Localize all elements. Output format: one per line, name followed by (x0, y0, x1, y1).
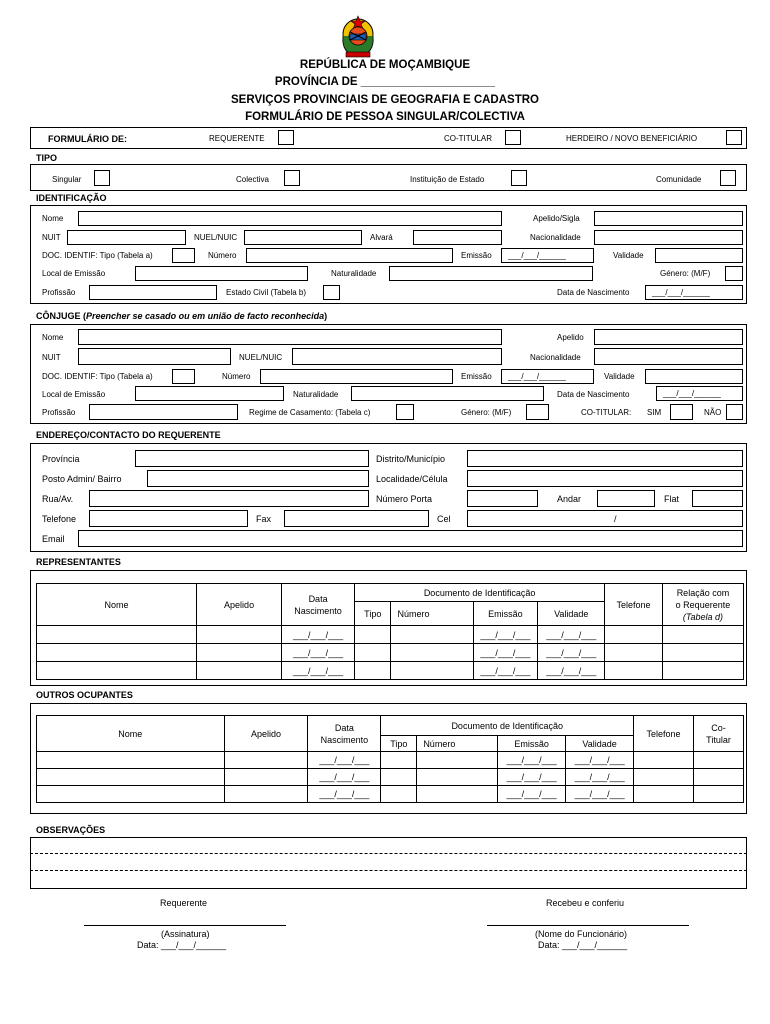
rep-header-validade: Validade (538, 602, 605, 626)
requerente-checkbox[interactable] (278, 130, 294, 145)
out-header-doc: Documento de Identificação (381, 716, 634, 736)
cj-naturalidade-field[interactable] (351, 386, 544, 401)
cj-emissao-field[interactable] (501, 369, 594, 384)
cj-nacionalidade-label: Nacionalidade (530, 353, 581, 362)
id-profissao-label: Profissão (42, 288, 76, 297)
out-header-numero: Número (417, 736, 498, 752)
tipo-title: TIPO (36, 153, 58, 163)
id-emissao-field[interactable] (501, 248, 594, 263)
tipo-comunidade-label: Comunidade (656, 175, 702, 184)
cj-apelido-label: Apelido (557, 333, 584, 342)
id-estado-civil-field[interactable] (323, 285, 340, 300)
cj-emissao-label: Emissão (461, 372, 492, 381)
option-requerente-label: REQUERENTE (209, 134, 265, 143)
id-alvara-field[interactable] (413, 230, 502, 245)
coat-of-arms-icon (338, 14, 378, 58)
end-distrito-label: Distrito/Município (376, 454, 446, 464)
end-cel-label: Cel (437, 514, 451, 524)
end-fax-field[interactable] (284, 510, 429, 527)
end-email-field[interactable] (78, 530, 743, 547)
out-header-validade: Validade (566, 736, 634, 752)
cj-data-nasc-field[interactable] (656, 386, 743, 401)
id-nuel-field[interactable] (244, 230, 362, 245)
sig-left-line[interactable] (84, 925, 286, 926)
cj-emissao-date: ___/___/______ (508, 372, 566, 381)
country-title: REPÚBLICA DE MOÇAMBIQUE (299, 59, 471, 71)
id-emissao-label: Emissão (461, 251, 492, 260)
end-andar-label: Andar (557, 494, 582, 504)
end-flat-label: Flat (664, 494, 680, 504)
id-numero-field[interactable] (246, 248, 453, 263)
end-distrito-field[interactable] (467, 450, 743, 467)
end-cel-separator: / (614, 514, 617, 524)
sig-left-date: Data: ___/___/______ (137, 940, 227, 950)
cj-nacionalidade-field[interactable] (594, 348, 743, 365)
id-nacionalidade-label: Nacionalidade (530, 233, 581, 242)
out-header-cotitular: Co- Titular (694, 716, 744, 752)
id-genero-field[interactable] (725, 266, 743, 281)
cj-genero-label: Género: (M/F) (461, 408, 512, 417)
id-alvara-label: Alvará (370, 233, 393, 242)
end-localidade-field[interactable] (467, 470, 743, 487)
end-andar-field[interactable] (597, 490, 655, 507)
id-nuit-field[interactable] (67, 230, 186, 245)
rep-header-emissao: Emissão (473, 602, 538, 626)
identificacao-title: IDENTIFICAÇÃO (36, 193, 107, 203)
rep-header-telefone: Telefone (605, 584, 663, 626)
observacoes-title: OBSERVAÇÕES (36, 825, 106, 835)
sig-right-date: Data: ___/___/______ (538, 940, 628, 950)
rep-header-data: Data Nascimento (282, 584, 355, 626)
option-cotitular-label: CO-TITULAR (444, 134, 492, 143)
option-herdeiro-label: HERDEIRO / NOVO BENEFICIÁRIO (566, 134, 698, 143)
cj-nome-label: Nome (42, 333, 64, 342)
end-numero-porta-field[interactable] (467, 490, 538, 507)
id-naturalidade-label: Naturalidade (331, 269, 377, 278)
tipo-colectiva-label: Colectiva (236, 175, 269, 184)
id-profissao-field[interactable] (89, 285, 217, 300)
end-posto-label: Posto Admin/ Bairro (42, 474, 122, 484)
instituicao-checkbox[interactable] (511, 170, 527, 186)
rep-header-nome: Nome (37, 584, 197, 626)
cj-regime-label: Regime de Casamento: (Tabela c) (249, 408, 371, 417)
cj-profissao-field[interactable] (89, 404, 238, 420)
sig-right-sign: (Nome do Funcionário) (535, 929, 628, 939)
cj-nuit-field[interactable] (78, 348, 231, 365)
representantes-title: REPRESENTANTES (36, 557, 121, 567)
table-row[interactable]: ___/___/___ ___/___/___ ___/___/___ (37, 626, 744, 644)
tipo-frame (30, 164, 747, 191)
cj-sim-checkbox[interactable] (670, 404, 693, 420)
id-data-nasc-label: Data de Nascimento (557, 288, 630, 297)
cj-cotitular-label: CO-TITULAR: (581, 408, 632, 417)
id-doc-tipo-field[interactable] (172, 248, 195, 263)
herdeiro-checkbox[interactable] (726, 130, 742, 145)
out-header-apelido: Apelido (224, 716, 308, 752)
id-nome-field[interactable] (78, 211, 502, 226)
cj-numero-label: Número (222, 372, 251, 381)
out-header-nome: Nome (37, 716, 225, 752)
out-header-tipo: Tipo (381, 736, 417, 752)
cj-doc-tipo-field[interactable] (172, 369, 195, 384)
end-numero-porta-label: Número Porta (376, 494, 433, 504)
cj-local-field[interactable] (135, 386, 284, 401)
rep-header-relacao: Relação com o Requerente (Tabela d) (662, 584, 743, 626)
cj-apelido-field[interactable] (594, 329, 743, 345)
cj-regime-field[interactable] (396, 404, 414, 420)
cj-nuit-label: NUIT (42, 353, 61, 362)
cj-nao-label: NÃO (704, 408, 722, 417)
cj-nuel-field[interactable] (292, 348, 502, 365)
id-doc-label: DOC. IDENTIF: Tipo (Tabela a) (42, 251, 153, 260)
id-apelido-field[interactable] (594, 211, 743, 226)
cj-naturalidade-label: Naturalidade (293, 390, 339, 399)
cj-validade-label: Validade (604, 372, 635, 381)
sig-right-line[interactable] (487, 925, 689, 926)
singular-checkbox[interactable] (94, 170, 110, 186)
id-nome-label: Nome (42, 214, 64, 223)
sig-left-sign: (Assinatura) (161, 929, 210, 939)
rep-header-numero: Número (391, 602, 473, 626)
form-title: FORMULÁRIO DE PESSOA SINGULAR/COLECTIVA (245, 111, 525, 123)
conjuge-title: CÔNJUGE (Preencher se casado ou em união de facto reconhecida) (36, 311, 328, 321)
sig-right-title: Recebeu e conferiu (546, 898, 625, 908)
endereco-title: ENDEREÇO/CONTACTO DO REQUERENTE (36, 430, 221, 440)
observacoes-line (30, 870, 747, 871)
cj-nao-checkbox[interactable] (726, 404, 743, 420)
cj-validade-field[interactable] (645, 369, 743, 384)
sig-left-title: Requerente (160, 898, 208, 908)
end-telefone-field[interactable] (89, 510, 248, 527)
id-data-nasc-field[interactable] (645, 285, 743, 300)
end-rua-label: Rua/Av. (42, 494, 74, 504)
end-flat-field[interactable] (692, 490, 743, 507)
colectiva-checkbox[interactable] (284, 170, 300, 186)
id-nuel-label: NUEL/NUIC (194, 233, 238, 242)
table-row[interactable]: ___/___/___ ___/___/___ ___/___/___ (37, 769, 744, 786)
end-fax-label: Fax (256, 514, 272, 524)
table-row[interactable]: ___/___/___ ___/___/___ ___/___/___ (37, 786, 744, 803)
out-header-telefone: Telefone (634, 716, 694, 752)
end-telefone-label: Telefone (42, 514, 77, 524)
cj-nuel-label: NUEL/NUIC (239, 353, 283, 362)
id-data-nasc-date: ___/___/______ (652, 288, 710, 297)
cj-genero-field[interactable] (526, 404, 549, 420)
cj-nome-field[interactable] (78, 329, 502, 345)
id-validade-field[interactable] (655, 248, 743, 263)
comunidade-checkbox[interactable] (720, 170, 736, 186)
cotitular-checkbox[interactable] (505, 130, 521, 145)
end-provincia-label: Província (42, 454, 80, 464)
representantes-table (36, 583, 744, 680)
cj-local-label: Local de Emissão (42, 390, 106, 399)
table-row[interactable]: ___/___/___ ___/___/___ ___/___/___ (37, 662, 744, 680)
tipo-instituicao-label: Instituição de Estado (410, 175, 485, 184)
end-rua-field[interactable] (89, 490, 369, 507)
id-apelido-label: Apelido/Sigla (533, 214, 580, 223)
id-emissao-date: ___/___/______ (508, 251, 566, 260)
id-local-field[interactable] (135, 266, 308, 281)
end-cel-field[interactable] (467, 510, 743, 527)
cj-data-nasc-date: ___/___/______ (663, 389, 721, 398)
id-numero-label: Número (208, 251, 237, 260)
id-estado-civil-label: Estado Civil (Tabela b) (226, 288, 307, 297)
cj-profissao-label: Profissão (42, 408, 76, 417)
end-email-label: Email (42, 534, 65, 544)
end-posto-field[interactable] (147, 470, 369, 487)
out-header-data: Data Nascimento (308, 716, 381, 752)
observacoes-line (30, 853, 747, 854)
table-row[interactable]: ___/___/___ ___/___/___ ___/___/___ (37, 644, 744, 662)
id-local-label: Local de Emissão (42, 269, 106, 278)
outros-title: OUTROS OCUPANTES (36, 690, 133, 700)
rep-header-tipo: Tipo (355, 602, 391, 626)
outros-table (36, 715, 744, 803)
province-title: PROVÍNCIA DE _____________________ (274, 76, 496, 88)
cj-doc-label: DOC. IDENTIF: Tipo (Tabela a) (42, 372, 153, 381)
id-genero-label: Género: (M/F) (660, 269, 711, 278)
form-of-label: FORMULÁRIO DE: (48, 134, 127, 144)
out-header-emissao: Emissão (498, 736, 566, 752)
cj-data-nasc-label: Data de Nascimento (557, 390, 630, 399)
end-provincia-field[interactable] (135, 450, 369, 467)
cj-numero-field[interactable] (260, 369, 453, 384)
tipo-singular-label: Singular (52, 175, 82, 184)
rep-header-apelido: Apelido (197, 584, 282, 626)
id-validade-label: Validade (613, 251, 644, 260)
rep-header-doc: Documento de Identificação (355, 584, 605, 602)
id-naturalidade-field[interactable] (389, 266, 593, 281)
id-nacionalidade-field[interactable] (594, 230, 743, 245)
observacoes-frame[interactable] (30, 837, 747, 889)
id-nuit-label: NUIT (42, 233, 61, 242)
cj-sim-label: SIM (647, 408, 662, 417)
end-localidade-label: Localidade/Célula (376, 474, 448, 484)
table-row[interactable]: ___/___/___ ___/___/___ ___/___/___ (37, 752, 744, 769)
service-title: SERVIÇOS PROVINCIAIS DE GEOGRAFIA E CADASTRO (231, 94, 539, 106)
